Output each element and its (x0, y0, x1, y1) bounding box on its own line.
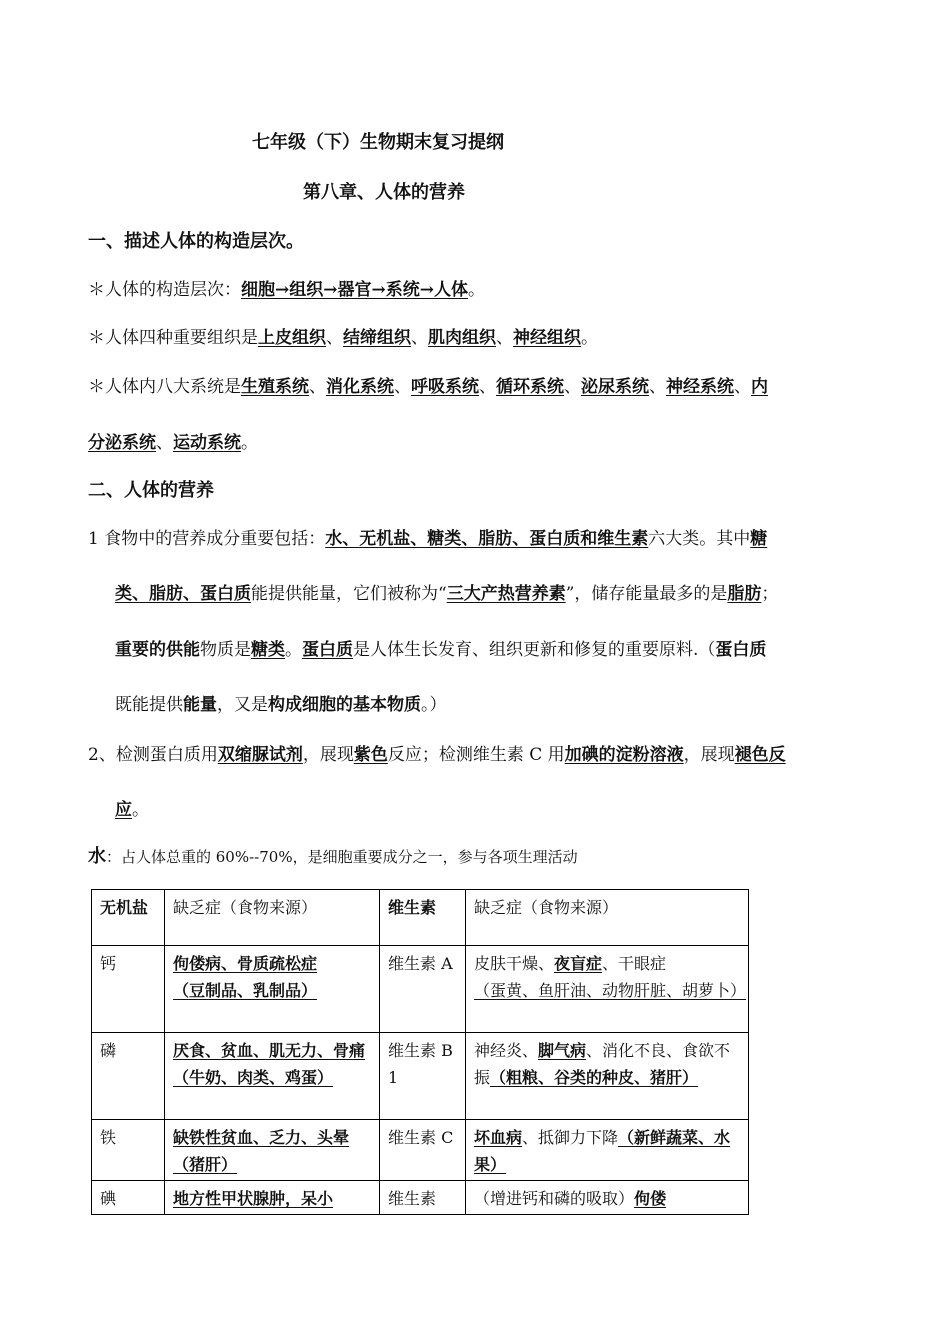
chapter-title: 第八章、人体的营养 (303, 182, 465, 203)
text: 。 (132, 800, 149, 820)
header-deficiency: 缺乏症（食物来源） (165, 890, 380, 946)
line-end: 。 (241, 433, 258, 453)
tissue-nerve: 神经组织 (513, 328, 581, 348)
cell-material: 构成细胞的基本物质 (268, 695, 421, 715)
system-digestive: 消化系统 (326, 377, 394, 397)
deficiency: 坏血病 (474, 1128, 523, 1147)
structure-end: 。 (467, 280, 485, 300)
text: （增进钙和磷的吸取） (474, 1189, 635, 1208)
main-energy: 重要的供能 (115, 640, 200, 660)
food-source: （猪肝） (173, 1155, 238, 1174)
deficiency: 地方性甲状腺肿，呆小 (173, 1189, 334, 1208)
line-end: 。 (581, 328, 598, 348)
energy: 能量 (183, 695, 217, 715)
purple: 紫色 (353, 745, 388, 765)
system-urinary: 泌尿系统 (581, 377, 649, 397)
vitamin-deficiency-cell (466, 1181, 749, 1215)
carbs-start: 糖 (750, 529, 768, 549)
text: 物质是 (200, 640, 251, 660)
separator: 、 (411, 328, 428, 348)
system-nervous: 神经系统 (666, 377, 734, 397)
food-source: （豆制品、乳制品） (173, 981, 318, 1000)
energy-nutrients: 类、脂肪、蛋白质 (115, 584, 251, 604)
table-row (92, 946, 749, 1033)
table-row (92, 1181, 749, 1215)
tissue-connective: 结缔组织 (343, 328, 411, 348)
systems-line-cont (88, 428, 258, 453)
nutrients-line-1 (88, 524, 767, 549)
separator: 、 (394, 377, 411, 397)
mineral-deficiency-cell (165, 1033, 380, 1120)
structure-levels: 细胞→组织→器官→系统→人体 (241, 280, 468, 300)
test-line-1 (88, 740, 786, 765)
system-endocrine-end: 分泌系统 (88, 433, 156, 453)
text: 、消化不良、食欲不振 (474, 1041, 731, 1087)
iodine-starch: 加碘的淀粉溶液 (564, 745, 684, 765)
header-mineral: 无机盐 (92, 890, 165, 946)
fade-start: 褪色反 (734, 745, 786, 765)
nutrients-line-4 (115, 690, 447, 715)
food-source: （蛋黄、鱼肝油、动物肝脏、胡萝卜） (474, 981, 747, 1000)
text: ”，储存能量最多的是 (565, 584, 728, 604)
deficiency: 佝偻 (634, 1189, 667, 1208)
mineral-deficiency-cell (165, 1181, 380, 1215)
text: 既能提供 (115, 695, 183, 715)
text: 、干眼症 (602, 954, 667, 973)
vitamin-deficiency-cell (466, 1120, 749, 1181)
water-text: ：占人体总重的 60%--70%，是细胞重要成分之一，参与各项生理活动 (106, 848, 578, 866)
protein: 蛋白质 (302, 640, 353, 660)
text: 、抵御力下降 (522, 1128, 619, 1147)
text: 1 食物中的营养成分重要包括： (88, 529, 326, 549)
text: 能提供能量，它们被称为“ (251, 584, 447, 604)
test-line-2 (115, 795, 149, 820)
deficiency: 缺铁性贫血、乏力、头晕 (173, 1128, 350, 1147)
vitamin-cell: 维生素 (380, 1181, 466, 1215)
tissue-epithelial: 上皮组织 (258, 328, 326, 348)
vitamin-cell: 维生素 A (380, 946, 466, 1033)
table-header-row (92, 890, 749, 946)
separator: 、 (309, 377, 326, 397)
text: ； (761, 584, 779, 604)
fade-end: 应 (115, 800, 132, 820)
mineral-cell: 碘 (92, 1181, 165, 1215)
structure-levels-line (88, 275, 485, 300)
text: ，展现 (302, 745, 354, 765)
nutrients-line-2 (115, 579, 778, 604)
section-1-heading: 一、描述人体的构造层次。 (88, 231, 304, 252)
text: 是人体生长发育、组织更新和修复的重要原料.（ (353, 640, 716, 660)
carbohydrates: 糖类 (251, 640, 285, 660)
table-row (92, 1120, 749, 1181)
text: 反应；检测维生素 C 用 (387, 745, 565, 765)
mineral-cell: 钙 (92, 946, 165, 1033)
mineral-cell: 铁 (92, 1120, 165, 1181)
tissues-line (88, 323, 598, 348)
system-reproductive: 生殖系统 (241, 377, 309, 397)
food-source: （粗粮、谷类的种皮、猪肝） (490, 1068, 699, 1087)
separator: 、 (496, 328, 513, 348)
systems-line (88, 372, 768, 397)
deficiency: 脚气病 (538, 1041, 587, 1060)
food-source: （牛奶、肉类、鸡蛋） (173, 1068, 334, 1087)
systems-prefix: ＊人体内八大系统是 (88, 377, 241, 397)
deficiency: 夜盲症 (554, 954, 603, 973)
system-respiratory: 呼吸系统 (411, 377, 479, 397)
tissues-prefix: ＊人体四种重要组织是 (88, 328, 258, 348)
deficiency: 厌食、贫血、肌无力、骨痛 (173, 1041, 366, 1060)
fat: 脂肪 (727, 584, 762, 604)
protein-2: 蛋白质 (715, 640, 767, 660)
vitamin-cell: 维生素 C (380, 1120, 466, 1181)
water-label: 水 (88, 846, 106, 867)
mineral-deficiency-cell (165, 1120, 380, 1181)
text: 。 (285, 640, 302, 660)
separator: 、 (156, 433, 173, 453)
three-heat-nutrients: 三大产热营养素 (446, 584, 566, 604)
vitamin-deficiency-cell (466, 1033, 749, 1120)
text: 皮肤干燥、 (474, 954, 555, 973)
deficiency: 佝偻病、骨质疏松症 (173, 954, 318, 973)
mineral-cell: 磷 (92, 1033, 165, 1120)
system-circulatory: 循环系统 (496, 377, 564, 397)
system-motor: 运动系统 (173, 433, 241, 453)
separator: 、 (326, 328, 343, 348)
text: 2、检测蛋白质用 (88, 745, 218, 765)
text: 六大类。其中 (648, 529, 751, 549)
header-vitamin: 维生素 (380, 890, 466, 946)
header-deficiency-2: 缺乏症（食物来源） (466, 890, 749, 946)
mineral-deficiency-cell (165, 946, 380, 1033)
separator: 、 (564, 377, 581, 397)
system-endocrine-start: 内 (751, 377, 768, 397)
separator: 、 (479, 377, 496, 397)
table-row (92, 1033, 749, 1120)
separator: 、 (649, 377, 666, 397)
text: ，展现 (683, 745, 735, 765)
vitamin-deficiency-cell (466, 946, 749, 1033)
tissue-muscle: 肌肉组织 (428, 328, 496, 348)
food-source: （新鲜蔬菜、水果） (474, 1128, 731, 1174)
six-nutrients: 水、无机盐、糖类、脂肪、蛋白质和维生素 (325, 529, 649, 549)
nutrient-table (91, 889, 749, 1215)
vitamin-cell: 维生素 B1 (380, 1033, 466, 1120)
separator: 、 (734, 377, 751, 397)
nutrients-line-3 (115, 635, 766, 660)
structure-prefix: ＊人体的构造层次： (88, 280, 241, 300)
text: 神经炎、 (474, 1041, 539, 1060)
water-line (88, 842, 578, 868)
text: 。） (421, 695, 447, 715)
section-2-heading: 二、人体的营养 (88, 480, 214, 501)
biuret-reagent: 双缩脲试剂 (217, 745, 303, 765)
text: ，又是 (217, 695, 268, 715)
document-title: 七年级（下）生物期末复习提纲 (252, 132, 504, 153)
